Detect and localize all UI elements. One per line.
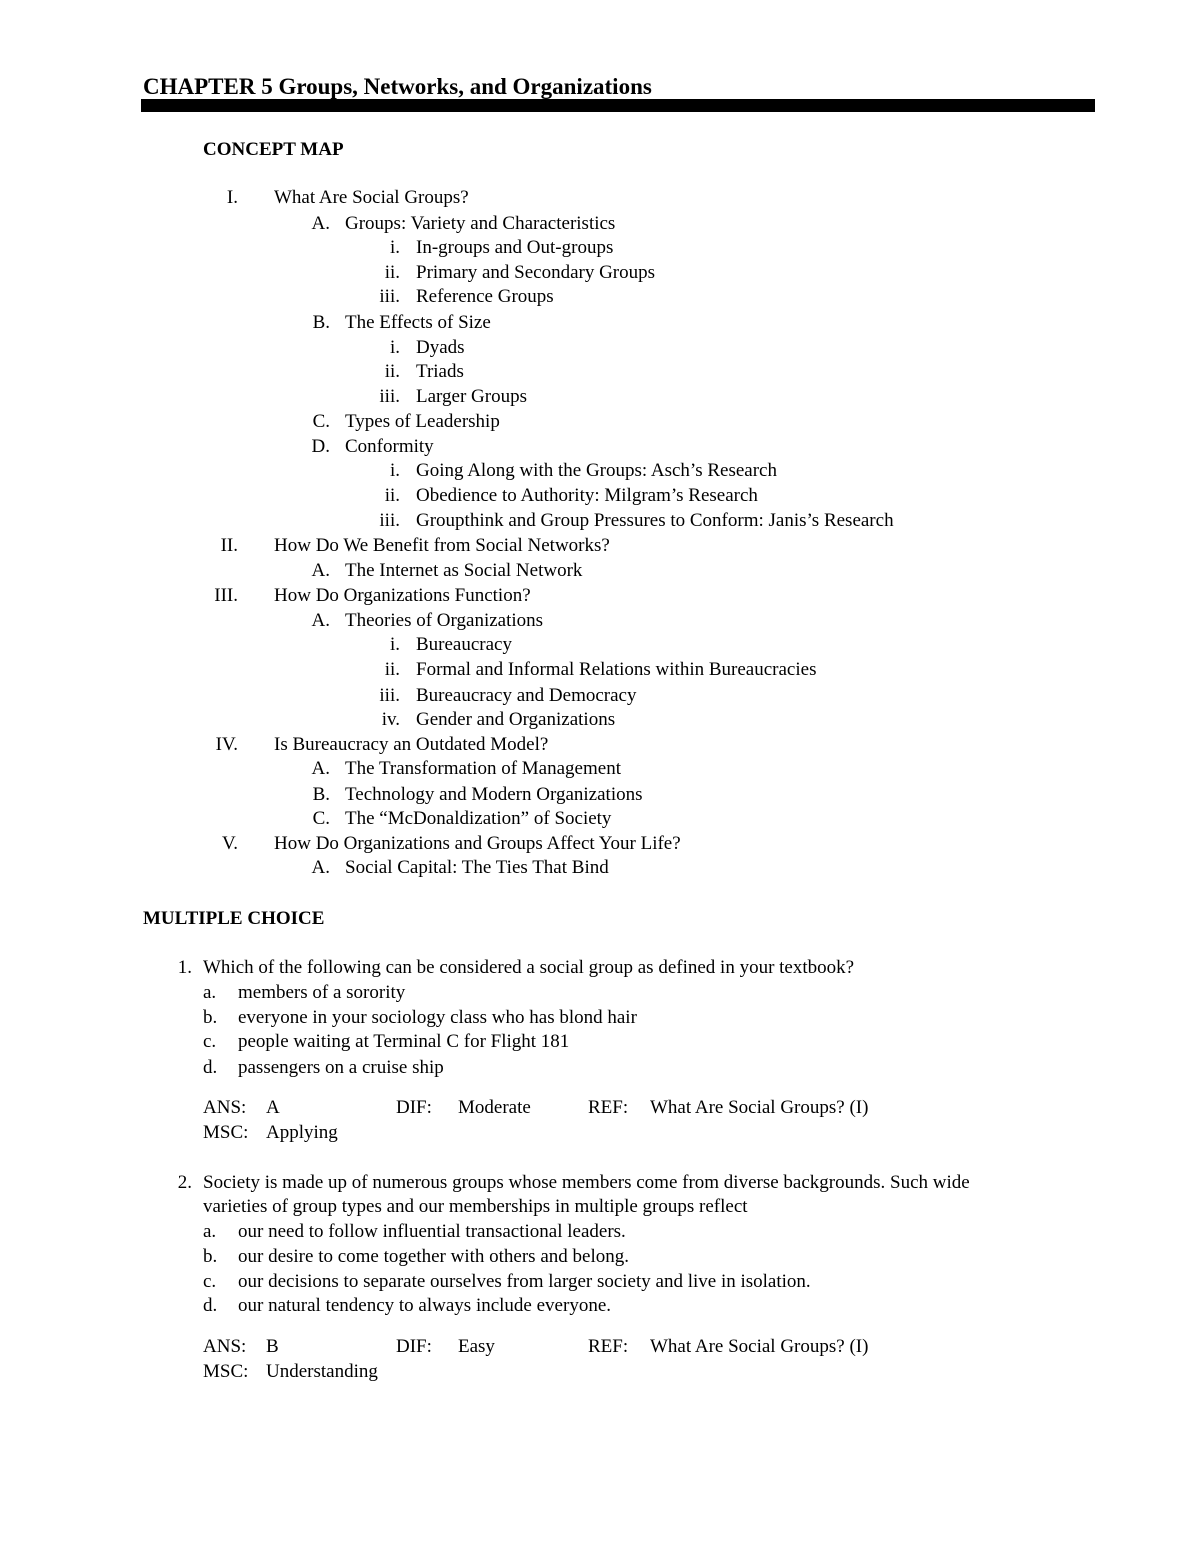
outline-subsection-title: Types of Leadership — [345, 411, 500, 432]
outline-marker: iii. — [379, 286, 400, 307]
outline-section-title: How Do We Benefit from Social Networks? — [274, 535, 610, 556]
multiple-choice-heading: MULTIPLE CHOICE — [143, 908, 325, 929]
outline-item-title: Gender and Organizations — [416, 709, 616, 730]
option-text: our decisions to separate ourselves from larger society and live in isolation. — [238, 1271, 811, 1292]
msc-label: MSC: — [203, 1361, 249, 1382]
reference-value: What Are Social Groups? (I) — [650, 1336, 869, 1357]
difficulty-label: DIF: — [396, 1097, 432, 1118]
outline-subsection-title: Groups: Variety and Characteristics — [345, 213, 616, 234]
option-letter: d. — [203, 1057, 218, 1078]
outline-item-title: Bureaucracy — [416, 634, 512, 655]
difficulty-value: Easy — [458, 1336, 495, 1357]
outline-marker: III. — [214, 585, 238, 606]
option-letter: a. — [203, 982, 217, 1003]
outline-marker: iii. — [379, 386, 400, 407]
outline-marker: V. — [221, 833, 238, 854]
question-stem: Which of the following can be considered a social group as defined in your textbook? — [203, 957, 855, 978]
outline-subsection-title: Technology and Modern Organizations — [345, 784, 643, 805]
outline-item-title: Bureaucracy and Democracy — [416, 685, 637, 706]
option-text: passengers on a cruise ship — [238, 1057, 444, 1078]
option-text: everyone in your sociology class who has blond hair — [238, 1007, 637, 1028]
option-letter: c. — [203, 1271, 217, 1292]
outline-section-title: How Do Organizations Function? — [274, 585, 531, 606]
option-text: our desire to come together with others and belong. — [238, 1246, 629, 1267]
concept-map-heading: CONCEPT MAP — [203, 139, 344, 160]
outline-marker: ii. — [384, 361, 400, 382]
outline-item-title: Formal and Informal Relations within Bureaucracies — [416, 659, 817, 680]
question-number: 1. — [177, 957, 192, 978]
outline-marker: iii. — [379, 685, 400, 706]
outline-item-title: Reference Groups — [416, 286, 554, 307]
outline-subsection-title: Conformity — [345, 436, 434, 457]
option-letter: b. — [203, 1246, 218, 1267]
outline-marker: iii. — [379, 510, 400, 531]
option-text: people waiting at Terminal C for Flight 181 — [238, 1031, 570, 1052]
outline-subsection-title: The Effects of Size — [345, 312, 491, 333]
title-rule-divider — [141, 99, 1095, 112]
outline-item-title: In-groups and Out-groups — [416, 237, 614, 258]
option-text: our need to follow influential transactional leaders. — [238, 1221, 626, 1242]
option-letter: a. — [203, 1221, 217, 1242]
msc-label: MSC: — [203, 1122, 249, 1143]
outline-marker: ii. — [384, 659, 400, 680]
outline-subsection-title: The Transformation of Management — [345, 758, 621, 779]
outline-section-title: Is Bureaucracy an Outdated Model? — [274, 734, 549, 755]
msc-value: Understanding — [266, 1361, 378, 1382]
outline-marker: ii. — [384, 485, 400, 506]
option-text: our natural tendency to always include everyone. — [238, 1295, 611, 1316]
outline-marker: I. — [226, 187, 238, 208]
answer-value: B — [266, 1336, 279, 1357]
outline-marker: iv. — [381, 709, 400, 730]
question-number: 2. — [177, 1172, 192, 1193]
outline-marker: A. — [311, 560, 330, 581]
reference-label: REF: — [588, 1336, 629, 1357]
outline-section-title: What Are Social Groups? — [274, 187, 469, 208]
outline-marker: IV. — [215, 734, 238, 755]
chapter-title: CHAPTER 5 Groups, Networks, and Organizations — [143, 74, 652, 99]
outline-marker: i. — [389, 634, 400, 655]
outline-subsection-title: Theories of Organizations — [345, 610, 544, 631]
outline-subsection-title: The “McDonaldization” of Society — [345, 808, 612, 829]
option-letter: c. — [203, 1031, 217, 1052]
outline-marker: i. — [389, 460, 400, 481]
option-text: members of a sorority — [238, 982, 406, 1003]
outline-subsection-title: The Internet as Social Network — [345, 560, 583, 581]
outline-section-title: How Do Organizations and Groups Affect Your Life? — [274, 833, 681, 854]
outline-marker: C. — [312, 411, 330, 432]
answer-value: A — [266, 1097, 280, 1118]
outline-item-title: Triads — [416, 361, 464, 382]
outline-item-title: Dyads — [416, 337, 465, 358]
difficulty-label: DIF: — [396, 1336, 432, 1357]
outline-marker: i. — [389, 337, 400, 358]
outline-marker: A. — [311, 857, 330, 878]
outline-marker: B. — [312, 784, 330, 805]
outline-marker: A. — [311, 758, 330, 779]
difficulty-value: Moderate — [458, 1097, 531, 1118]
outline-subsection-title: Social Capital: The Ties That Bind — [345, 857, 609, 878]
answer-label: ANS: — [203, 1097, 247, 1118]
outline-marker: D. — [311, 436, 330, 457]
outline-marker: i. — [389, 237, 400, 258]
outline-marker: C. — [312, 808, 330, 829]
reference-label: REF: — [588, 1097, 629, 1118]
outline-item-title: Primary and Secondary Groups — [416, 262, 656, 283]
question-stem: varieties of group types and our memberships in multiple groups reflect — [203, 1196, 748, 1217]
outline-marker: A. — [311, 610, 330, 631]
outline-marker: ii. — [384, 262, 400, 283]
outline-marker: A. — [311, 213, 330, 234]
outline-item-title: Obedience to Authority: Milgram’s Research — [416, 485, 758, 506]
outline-item-title: Groupthink and Group Pressures to Conform: Janis’s Research — [416, 510, 894, 531]
option-letter: d. — [203, 1295, 218, 1316]
answer-label: ANS: — [203, 1336, 247, 1357]
msc-value: Applying — [266, 1122, 338, 1143]
outline-item-title: Going Along with the Groups: Asch’s Research — [416, 460, 777, 481]
outline-item-title: Larger Groups — [416, 386, 527, 407]
question-stem: Society is made up of numerous groups whose members come from diverse backgrounds. Such wide — [203, 1172, 970, 1193]
outline-marker: II. — [220, 535, 238, 556]
outline-marker: B. — [312, 312, 330, 333]
reference-value: What Are Social Groups? (I) — [650, 1097, 869, 1118]
option-letter: b. — [203, 1007, 218, 1028]
